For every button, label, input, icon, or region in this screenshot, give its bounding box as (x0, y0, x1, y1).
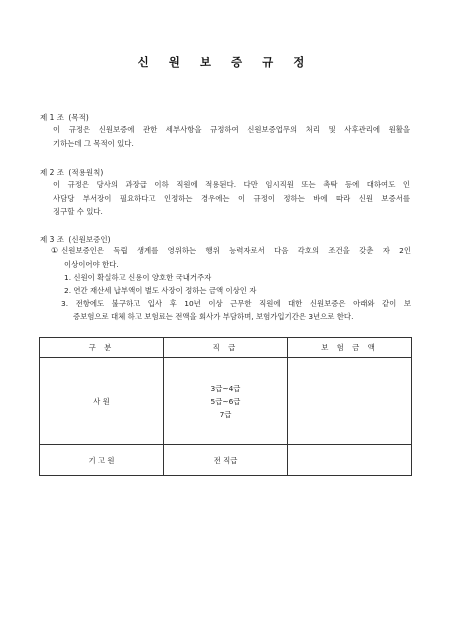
row-staff-category: 사 원 (40, 358, 164, 445)
article-1-number: 제 1 조 (40, 113, 65, 122)
article-2-number: 제 2 조 (40, 168, 65, 177)
article-3-heading (40, 234, 111, 245)
article-3-number: 제 3 조 (40, 235, 65, 244)
article-3-item-3-cont: 증보험으로 대체 하고 보험료는 전액을 회사가 부담하며, 보험가입기간은 3년으로 한다. (73, 312, 354, 321)
row-advisor-category: 기 고 원 (40, 445, 164, 476)
article-2-line-1: 이 규정은 당사의 과장급 이하 직원에 적용된다. 다만 임시직원 또는 촉탁 등에 대하여도 인 (53, 180, 410, 189)
grade-item: 3급~4급 (210, 383, 241, 393)
article-3-item-3: 3. 전항에도 불구하고 입사 후 10년 이상 근무한 직원에 대한 신원보증은 아래와 같이 보 (61, 299, 411, 308)
insurance-table (39, 337, 412, 476)
article-1-line-2: 기하는데 그 목적이 있다. (53, 139, 134, 148)
document-title: 신 원 보 증 규 정 (137, 55, 313, 69)
article-1-line-1: 이 규정은 신원보증에 관한 세부사항을 규정하여 신원보증업무의 처리 및 사후관리에 원활을 (53, 125, 410, 134)
grade-item: 7급 (219, 409, 232, 419)
header-amount: 보 험 금 액 (288, 338, 412, 358)
article-2-line-3: 징구할 수 있다. (53, 207, 103, 216)
article-3-line-2: 이상이어야 한다. (64, 260, 119, 269)
table-row (40, 358, 412, 445)
table-header-row (40, 338, 412, 358)
table-row (40, 445, 412, 476)
row-staff-grades (164, 358, 288, 445)
article-3-title: (신원보증인) (68, 235, 111, 244)
header-category: 구 분 (40, 338, 164, 358)
article-2-title: (적용원칙) (68, 168, 104, 177)
row-staff-amount (288, 358, 412, 445)
article-3-line-1: 신원보증인은 독립 생계를 영위하는 행위 능력자로서 다음 각호의 조건을 갖춘 자 2인 (61, 246, 411, 255)
header-grade: 직 급 (164, 338, 288, 358)
article-2-line-2: 사담당 부서장이 필요하다고 인정하는 경우에는 이 규정이 정하는 바에 따라 신원 보증서를 (53, 194, 410, 203)
article-1-title: (목적) (68, 113, 89, 122)
grade-item: 5급~6급 (210, 396, 241, 406)
circled-number-one: ① (51, 246, 59, 255)
article-3-item-1: 1. 신원이 확실하고 신용이 양호한 국내거주자 (64, 273, 212, 282)
row-advisor-amount (288, 445, 412, 476)
row-advisor-grades: 전 직급 (164, 445, 288, 476)
article-3-item-2: 2. 연간 재산세 납부액이 별도 사장이 정하는 금액 이상인 자 (64, 286, 257, 295)
article-1-heading (40, 112, 89, 123)
article-2-heading (40, 167, 103, 178)
article-3-clause-1 (51, 246, 411, 256)
